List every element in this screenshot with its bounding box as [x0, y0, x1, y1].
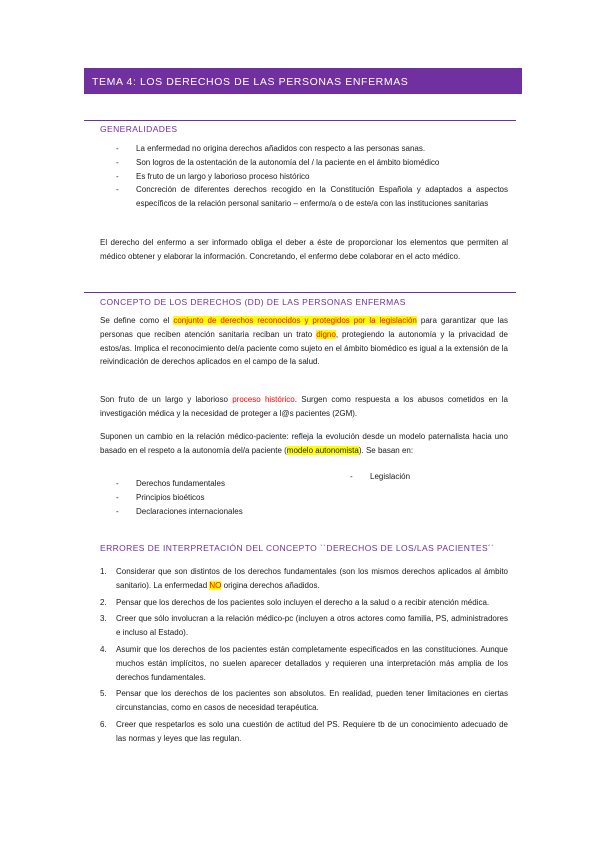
section-heading-errores: ERRORES DE INTERPRETACIÓN DEL CONCEPTO ``DERECHOS DE LOS/LAS PACIENTES´´ [100, 543, 495, 553]
highlight: conjunto de derechos reconocidos y protegidos por la legislación [173, 316, 417, 325]
text: Creer que respetarlos es solo una cuestión de actitud del PS. Requiere tb de un conocimiento adecuado de las normas y leyes que las regulan. [116, 719, 508, 743]
highlight: proceso histórico [232, 395, 295, 404]
item-number: 4. [100, 644, 107, 654]
list-item [100, 643, 508, 684]
list-item: - Principios bioéticos [116, 491, 336, 505]
list-item: - Declaraciones internacionales [116, 505, 336, 519]
paragraph-informacion: El derecho del enfermo a ser informado obliga el deber a éste de proporcionar los elementos que permiten al médico obtener y elaborar la información. Concretando, el enfermo debe colaborar en el acto médico. [100, 238, 508, 261]
text: Pensar que los derechos de los pacientes solo incluyen el derecho a la salud o a recibir atención médica. [116, 597, 490, 607]
errores-list [100, 565, 508, 749]
list-item: - Es fruto de un largo y laborioso proceso histórico [116, 170, 508, 184]
list-item [100, 612, 508, 640]
item-number: 1. [100, 567, 107, 576]
list-item: - Son logros de la ostentación de la autonomía del / la paciente en el ámbito biomédico [116, 156, 508, 170]
list-item [100, 718, 508, 746]
text: Se define como el [100, 316, 174, 325]
page-title: TEMA 4: LOS DERECHOS DE LAS PERSONAS ENFERMAS [84, 68, 522, 94]
text: Suponen un cambio en la relación médico-paciente: refleja la evolución desde un modelo paternalista hacia uno basado en el respeto a la autonomía del/a paciente ( [100, 432, 508, 455]
paragraph-definicion [100, 314, 508, 369]
paragraph-cambio [100, 430, 508, 458]
item-number: 2. [100, 597, 107, 607]
text: ). Se basan en: [358, 445, 414, 455]
text: , protegiendo la autonomía y la privacidad de estos/as. Implica el reconocimiento del/a paciente como sujeto en el ámbito biomédico es igual a la extensión de la reivindicación de derechos aplicados en el campo de la salud. [100, 329, 508, 367]
list-item [100, 596, 508, 610]
paragraph-historia [100, 393, 508, 421]
highlight: digno [316, 329, 336, 339]
text: . Surgen como respuesta a los abusos cometidos en la investigación médica y la necesidad de proteger a l@s pacientes (2GM). [100, 395, 508, 418]
highlight: NO [209, 580, 222, 590]
text: Son fruto de un largo y laborioso [100, 395, 233, 404]
text: Pensar que los derechos de los pacientes son absolutos. En realidad, pueden tener limitaciones en ciertas circunstancias, como en casos de necesidad terapéutica. [116, 689, 508, 713]
text: Considerar que son distintos de los derechos fundamentales (son los mismos derechos aplicados al ámbito sanitario). La enfermedad [116, 567, 508, 590]
section-heading-generalidades: GENERALIDADES [100, 124, 178, 134]
generalidades-list [116, 142, 508, 211]
list-item: - Legislación [350, 470, 500, 484]
text: Asumir que los derechos de los pacientes están completamente especificados en las constituciones. Aunque muchos están implícitos, no suelen aparecer detallados y requieren una interpretación más amplia de los derechos fundamentales. [116, 644, 508, 682]
section-heading-concepto: CONCEPTO DE LOS DERECHOS (DD) DE LAS PERSONAS ENFERMAS [100, 297, 406, 307]
item-number: 6. [100, 719, 107, 729]
list-item: - Concreción de diferentes derechos recogido en la Constitución Española y adaptados a aspectos específicos de la relación personal sanitario – enfermo/a o de este/a con las instituciones sanitarias [116, 183, 508, 211]
list-item: - Derechos fundamentales [116, 477, 336, 491]
list-item [100, 687, 508, 715]
highlight: modelo autonomista [286, 445, 359, 455]
section-divider [84, 292, 516, 293]
item-number: 5. [100, 689, 107, 699]
text: Creer que sólo involucran a la relación médico-pc (incluyen a otros actores como familia, PS, administradores e incluso al Estado). [116, 614, 508, 638]
item-number: 3. [100, 614, 107, 624]
bases-list-right [350, 470, 500, 484]
list-item: - La enfermedad no origina derechos añadidos con respecto a las personas sanas. [116, 142, 508, 156]
section-divider [84, 120, 516, 121]
text: origina derechos añadidos. [221, 580, 320, 590]
list-item [100, 565, 508, 593]
text: para garantizar que las personas que reciben atención sanitaria reciban un trato [100, 316, 508, 339]
bases-list-left [116, 477, 336, 518]
